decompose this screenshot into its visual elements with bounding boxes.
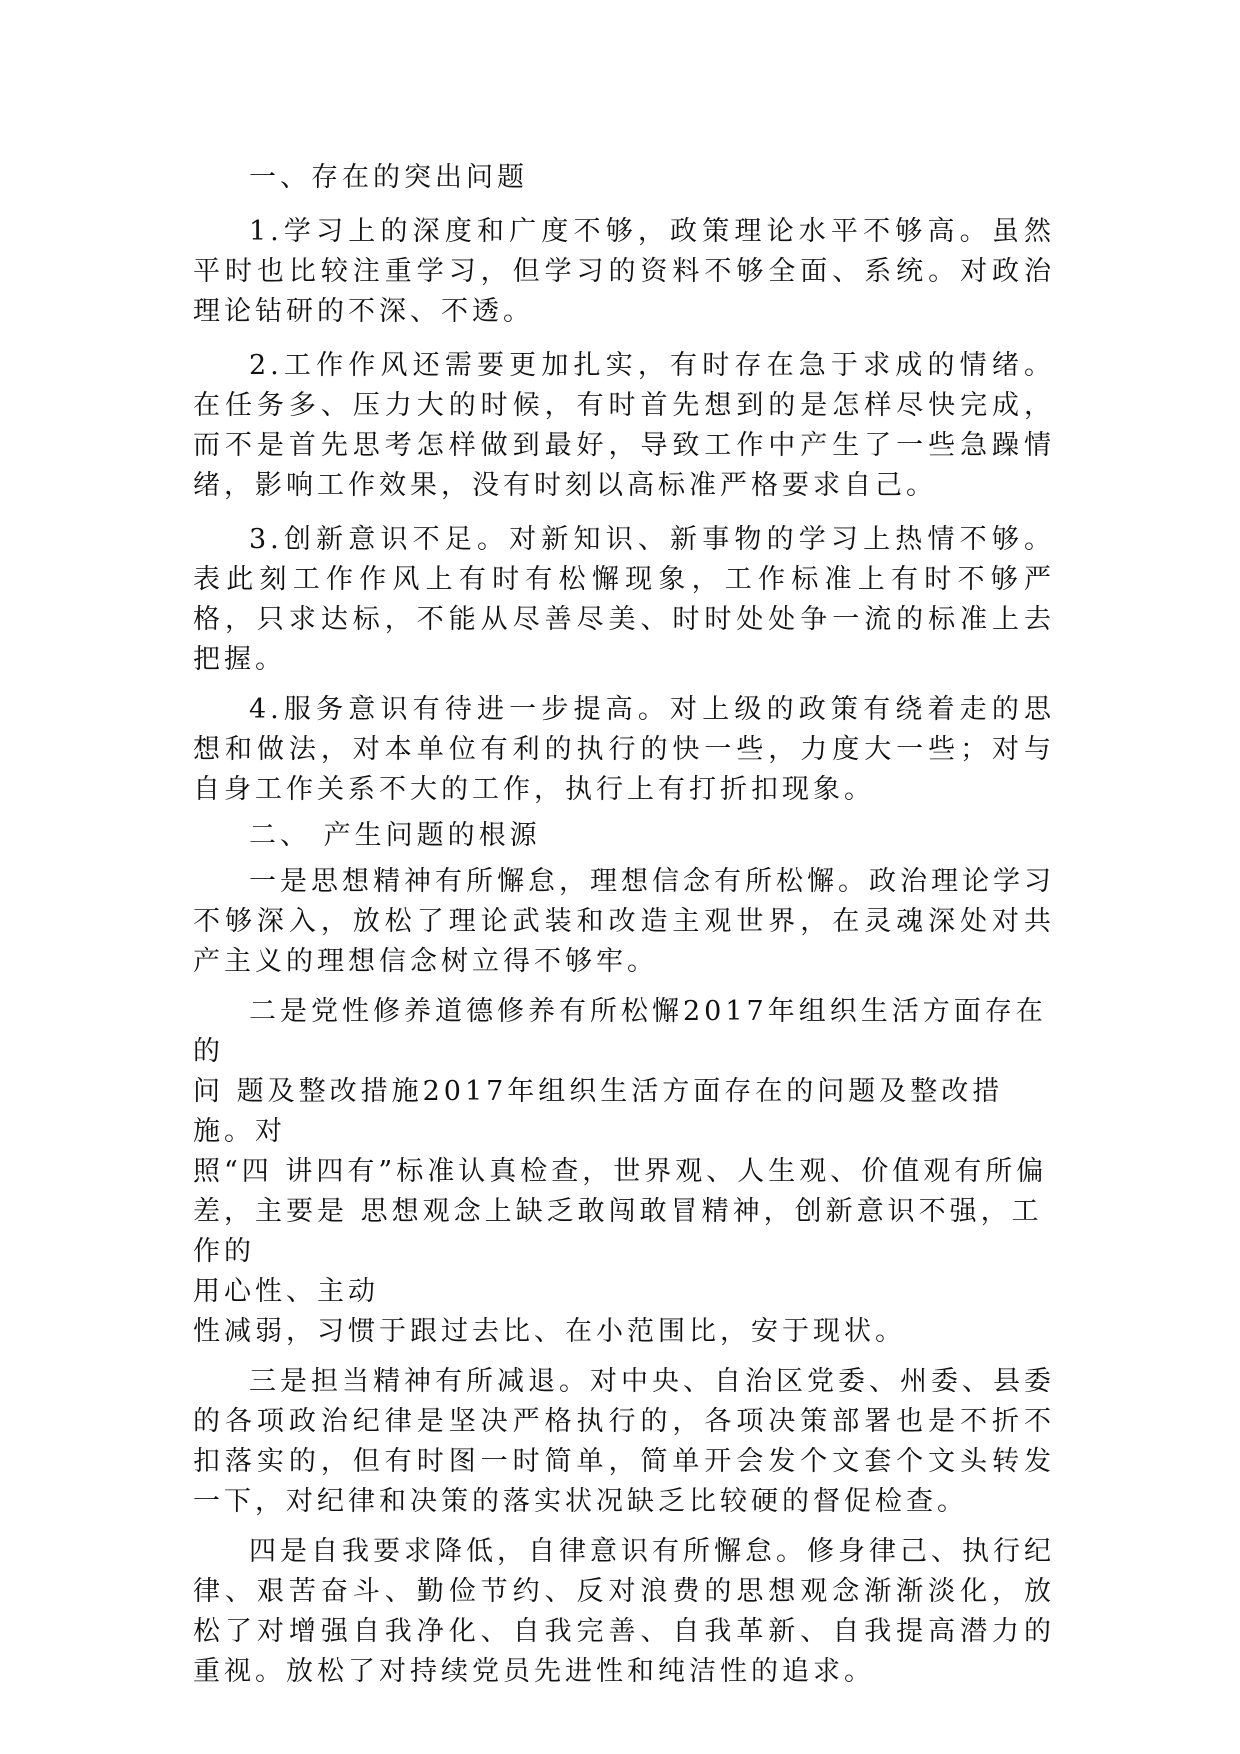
paragraph-problem-4: 4.服务意识有待进一步提高。对上级的政策有绕着走的思想和做法，对本单位有利的执行的快一些，力度大一些；对与自身工作关系不大的工作，执行上有打折扣现象。 bbox=[193, 694, 1055, 805]
paragraph-cause-3: 三是担当精神有所减退。对中央、自治区党委、州委、县委的各项政治纪律是坚决严格执行的，各项决策部署也是不折不扣落实的，但有时图一时简单，简单开会发个文套个文头转发一下，对纪律和决策的落实状况缺乏比较硬的督促检查。 bbox=[193, 1366, 1055, 1517]
paragraph-cause-2-continuation: 性减弱，习惯于跟过去比、在小范围比，安于现状。 bbox=[193, 1316, 906, 1347]
paragraph-cause-1: 一是思想精神有所懈怠，理想信念有所松懈。政治理论学习不够深入，放松了理论武装和改造主观世界，在灵魂深处对共产主义的理想信念树立得不够牢。 bbox=[193, 866, 1055, 977]
paragraph-problem-1: 1.学习上的深度和广度不够，政策理论水平不够高。虽然平时也比较注重学习，但学习的资料不够全面、系统。对政治理论钻研的不深、不透。 bbox=[193, 216, 1055, 327]
paragraph-cause-2: 二是党性修养道德修养有所松懈2017年组织生活方面存在的 问 题及整改措施2017年组织生活方面存在的问题及整改措施。对 照“四 讲四有”标准认真检查，世界观、人生观、价值观有所偏 差，主要是 思想观念上缺乏敢闯敢冒精神，创新意识不强，工作的 用心性、主动 bbox=[193, 996, 1048, 1307]
section-heading-root-causes: 二、 产生问题的根源 bbox=[249, 820, 541, 851]
paragraph-problem-2: 2.工作作风还需要更加扎实，有时存在急于求成的情绪。在任务多、压力大的时候，有时首先想到的是怎样尽快完成，而不是首先思考怎样做到最好，导致工作中产生了一些急躁情绪，影响工作效果，没有时刻以高标准严格要求自己。 bbox=[193, 350, 1055, 501]
document-body bbox=[193, 158, 1055, 1692]
paragraph-cause-4: 四是自我要求降低，自律意识有所懈怠。修身律己、执行纪律、艰苦奋斗、勤俭节约、反对浪费的思想观念渐渐淡化，放松了对增强自我净化、自我完善、自我革新、自我提高潜力的重视。放松了对持续党员先进性和纯洁性的追求。 bbox=[193, 1536, 1055, 1687]
section-heading-problems: 一、存在的突出问题 bbox=[249, 162, 528, 193]
paragraph-problem-3: 3.创新意识不足。对新知识、新事物的学习上热情不够。表此刻工作作风上有时有松懈现象，工作标准上有时不够严格，只求达标，不能从尽善尽美、时时处处争一流的标准上去把握。 bbox=[193, 524, 1055, 675]
